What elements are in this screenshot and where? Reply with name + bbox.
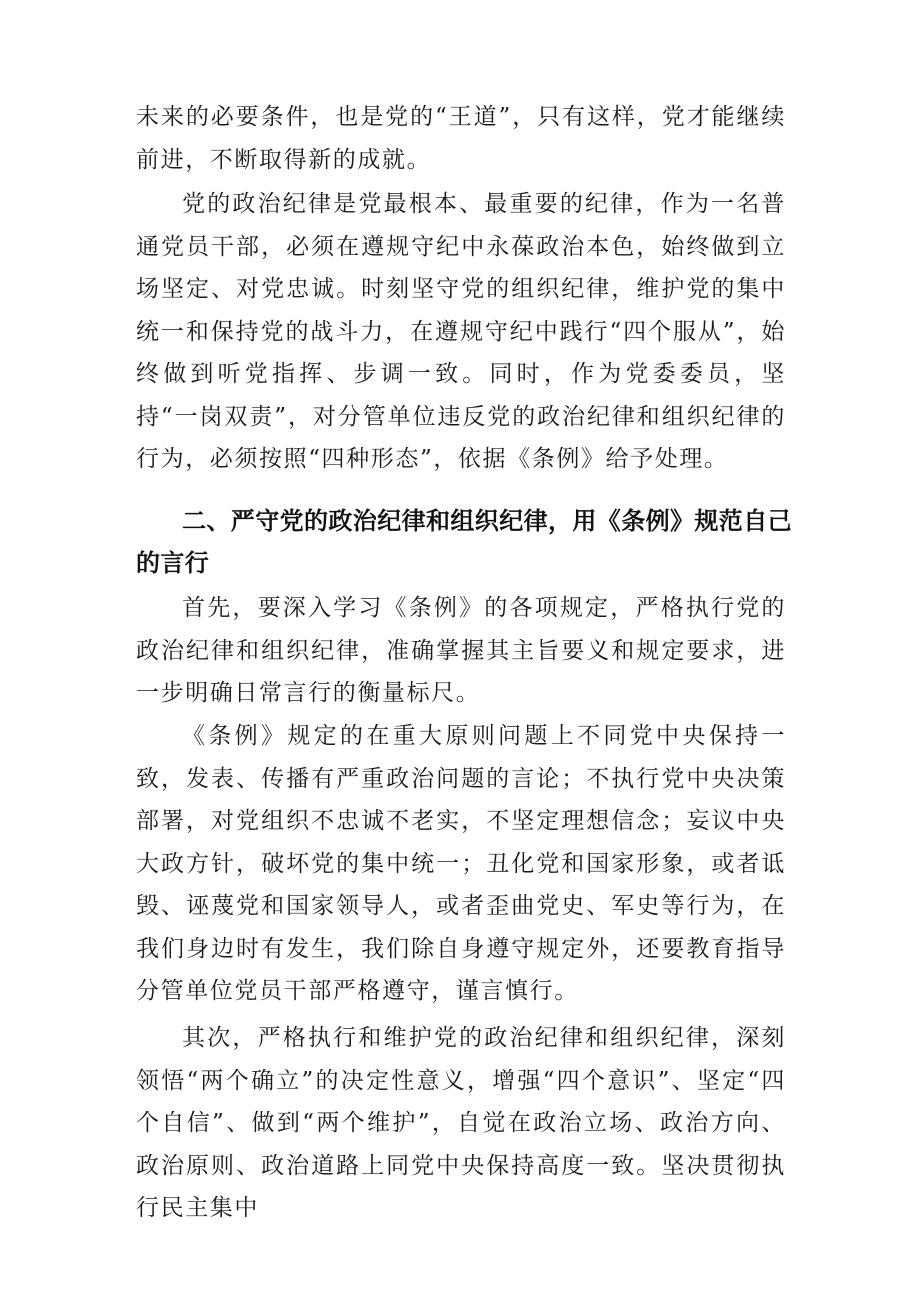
paragraph-political-discipline: 党的政治纪律是党最根本、最重要的纪律，作为一名普通党员干部，必须在遵规守纪中永葆政治本色，始终做到立场坚定、对党忠诚。时刻坚守党的组织纪律，维护党的集中统一和保持党的战斗力，在遵规守纪中践行“四个服从”，始终做到听党指挥、步调一致。同时，作为党委委员，坚持“一岗双责”，对分管单位违反党的政治纪律和组织纪律的行为，必须按照“四种形态”，依据《条例》给予处理。: [136, 191, 786, 472]
paragraph-second-enforce: 其次，严格执行和维护党的政治纪律和组织纪律，深刻领悟“两个确立”的决定性意义，增强“四个意识”、坚定“四个自信”、做到“两个维护”，自觉在政治立场、政治方向、政治原则、政治道路上同党中央保持高度一致。坚决贯彻执行民主集中: [136, 1025, 786, 1221]
paragraph-continuation: 未来的必要条件，也是党的“王道”，只有这样，党才能继续前进，不断取得新的成就。: [136, 104, 786, 173]
paragraph-regulations: 《条例》规定的在重大原则问题上不同党中央保持一致，发表、传播有严重政治问题的言论；不执行党中央决策部署，对党组织不忠诚不老实，不坚定理想信念；妄议中央大政方针，破坏党的集中统一；丑化党和国家形象，或者诋毁、诬蔑党和国家领导人，或者歪曲党史、军史等行为，在我们身边时有发生，我们除自身遵守规定外，还要教育指导分管单位党员干部严格遵守，谨言慎行。: [136, 723, 786, 1004]
section-heading-two: 二、严守党的政治纪律和组织纪律，用《条例》规范自己的言行: [136, 507, 792, 577]
paragraph-first-study: 首先，要深入学习《条例》的各项规定，严格执行党的政治纪律和组织纪律，准确掌握其主旨要义和规定要求，进一步明确日常言行的衡量标尺。: [136, 595, 786, 706]
